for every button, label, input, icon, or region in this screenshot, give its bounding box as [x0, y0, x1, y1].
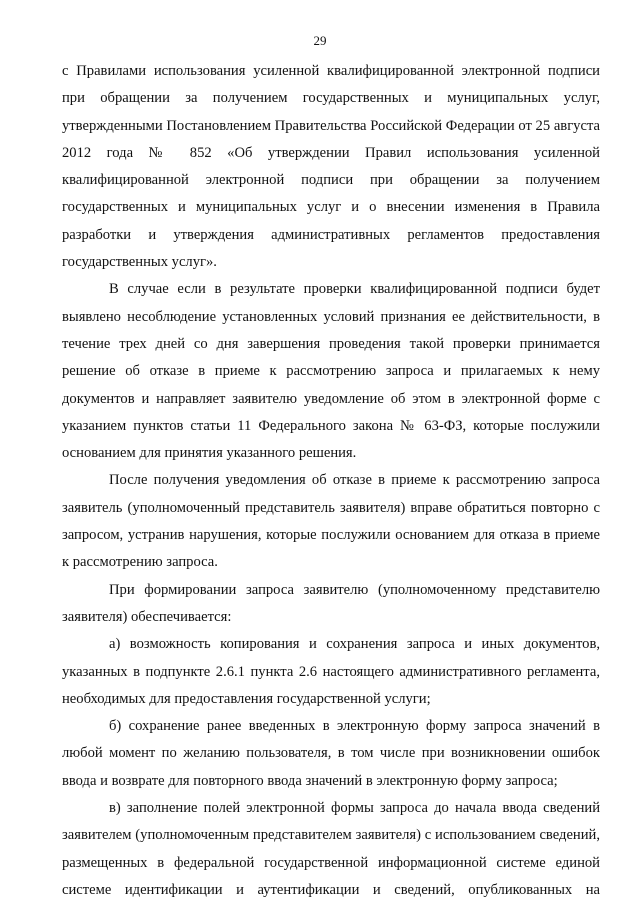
paragraph-signature-check: В случае если в результате проверки квалифицированной подписи будет выявлено несоблюдение установленных условий признания ее действительности, в течение трех дней со дня завершения проведения такой проверки принимается решение об отказе в приеме к рассмотрению запроса и прилагаемых к нему документов и направляет заявителю уведомление об этом в электронной форме с указанием пунктов статьи 11 Федерального закона № 63-ФЗ, которые послужили основанием для принятия указанного решения.	[62, 281, 600, 462]
list-item-c: в) заполнение полей электронной формы запроса до начала ввода сведений заявителем (уполномоченным представителем заявителя) с использованием сведений, размещенных в федеральной государственной информационной системе единой системе идентификации и аутентификации и сведений, опубликованных на	[62, 800, 600, 898]
page-number: 29	[313, 33, 327, 48]
document-body	[62, 58, 600, 904]
paragraph-refusal-notice: После получения уведомления об отказе в приеме к рассмотрению запроса заявитель (уполномоченный представитель заявителя) вправе обратиться повторно с запросом, устранив нарушения, которые послужили основанием для отказа в приеме к рассмотрению запроса.	[62, 472, 600, 571]
paragraph-continuation: с Правилами использования усиленной квалифицированной электронной подписи при обращении за получением государственных и муниципальных услуг, утвержденными Постановлением Правительства Российской Федерации от 25 августа 2012 года № 852 «Об утверждении Правил использования усиленной квалифицированной электронной подписи при обращении за получением государственных и муниципальных услуг и о внесении изменения в Правила разработки и утверждения административных регламентов предоставления государственных услуг».	[62, 63, 600, 271]
list-item-b: б) сохранение ранее введенных в электронную форму запроса значений в любой момент по желанию пользователя, в том числе при возникновении ошибок ввода и возврате для повторного ввода значений в электронную форму запроса;	[62, 718, 600, 789]
paragraph-request-formation: При формировании запроса заявителю (уполномоченному представителю заявителя) обеспечивается:	[62, 581, 600, 625]
list-item-a: а) возможность копирования и сохранения запроса и иных документов, указанных в подпункте 2.6.1 пункта 2.6 настоящего административного регламента, необходимых для предоставления государственной услуги;	[62, 636, 600, 707]
